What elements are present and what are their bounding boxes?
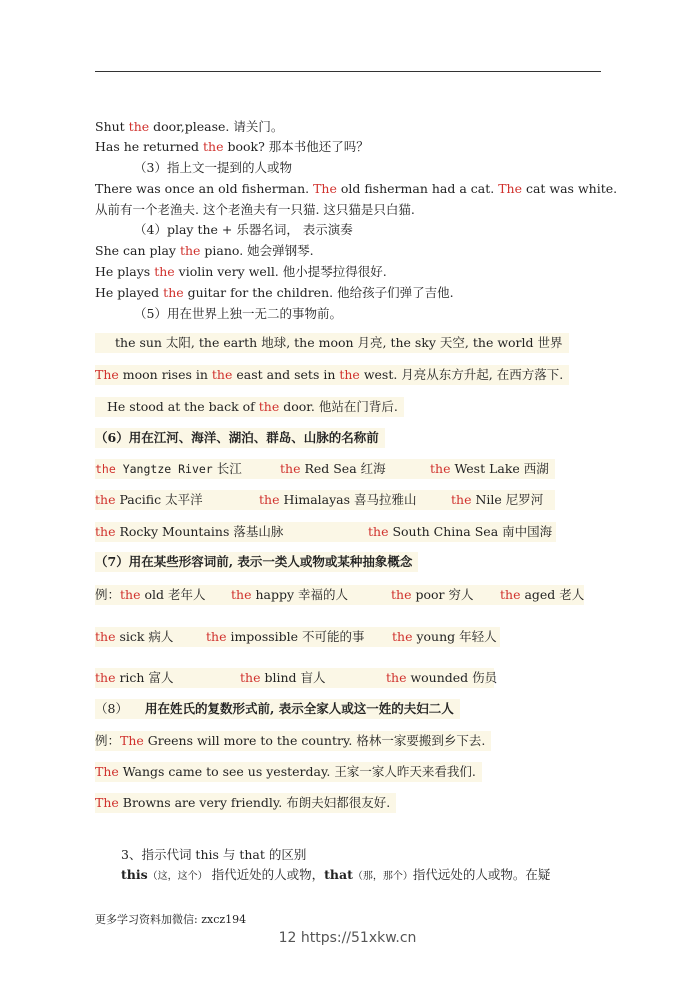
section-title: 3、指示代词 this 与 that 的区别 <box>121 847 307 862</box>
example-line: The Browns are very friendly. 布朗夫妇都很友好. <box>95 793 396 813</box>
section-heading: （7）用在某些形容词前, 表示一类人或物或某种抽象概念 <box>95 552 418 572</box>
list-row: the rich 富人 the blind 盲人 the wounded 伤员 <box>95 668 494 688</box>
section-heading: （8） 用在姓氏的复数形式前, 表示全家人或这一姓的夫妇二人 <box>95 699 460 719</box>
example-line: 例：The Greens will more to the country. 格林一家要搬到乡下去. <box>95 731 491 751</box>
list-row: the sick 病人 the impossible 不可能的事 the young 年轻人 <box>95 627 500 647</box>
example-line: Has he returned the book? 那本书他还了吗？ <box>95 139 369 154</box>
list-row: the Pacific 太平洋 the Himalayas 喜马拉雅山 the Nile 尼罗河 <box>95 490 555 510</box>
example-line: She can play the piano. 她会弹钢琴. <box>95 243 314 258</box>
subheading: （4）play the + 乐器名词， 表示演奏 <box>134 222 353 237</box>
example-line: Shut the door,please. 请关门。 <box>95 119 284 134</box>
subheading: （3）指上文一提到的人或物 <box>134 160 292 175</box>
footer-site-link[interactable]: 12 https://51xkw.cn <box>278 930 417 946</box>
footer-wechat-note: 更多学习资料加微信: zxcz194 <box>95 913 247 926</box>
example-line: 从前有一个老渔夫. 这个老渔夫有一只猫. 这只猫是只白猫. <box>95 202 415 217</box>
example-line: The Wangs came to see us yesterday. 王家一家人昨天来看我们. <box>95 762 482 782</box>
list-row: the Rocky Mountains 落基山脉 the South China Sea 南中国海 <box>95 522 556 542</box>
list-row: the Yangtze River 长江 the Red Sea 红海 the West Lake 西湖 <box>95 459 555 479</box>
example-line: He stood at the back of the door. 他站在门背后. <box>95 397 404 417</box>
paragraph-line: this（这，这个） 指代近处的人或物，that（那，那个）指代远处的人或物。在疑 <box>121 867 551 882</box>
section-heading: （6）用在江河、海洋、湖泊、群岛、山脉的名称前 <box>95 428 385 448</box>
subheading: （5）用在世界上独一无二的事物前。 <box>134 306 342 321</box>
example-line: The moon rises in the east and sets in the west. 月亮从东方升起, 在西方落下. <box>95 365 569 385</box>
example-line: There was once an old fisherman. The old fisherman had a cat. The cat was white. <box>95 181 618 196</box>
example-line: He played the guitar for the children. 他给孩子们弹了吉他. <box>95 285 454 300</box>
example-line: He plays the violin very well. 他小提琴拉得很好. <box>95 264 387 279</box>
header-rule <box>95 71 601 72</box>
example-line: the sun 太阳, the earth 地球, the moon 月亮, the sky 天空, the world 世界 <box>95 333 569 353</box>
list-row: 例：the old 老年人 the happy 幸福的人 the poor 穷人 the aged 老人 <box>95 585 584 605</box>
